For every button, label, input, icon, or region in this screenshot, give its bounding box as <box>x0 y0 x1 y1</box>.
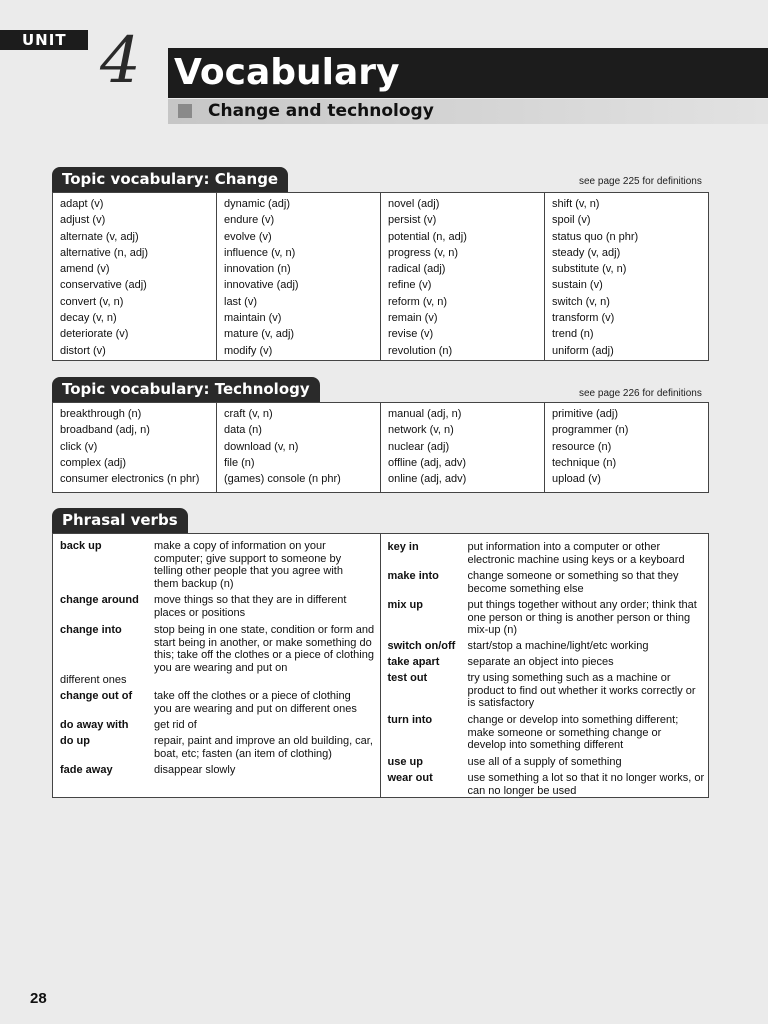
phrasal-verbs-right-column <box>381 534 709 797</box>
vocab-word: transform (v) <box>552 312 615 325</box>
technology-section-heading: Topic vocabulary: Technology <box>52 377 320 402</box>
phrasal-verb-term: test out <box>387 672 428 684</box>
unit-label: UNIT <box>0 30 88 50</box>
vocab-word: technique (n) <box>552 456 617 469</box>
vocab-word: programmer (n) <box>552 424 629 437</box>
vocab-word: novel (adj) <box>388 198 440 210</box>
vocab-word: revolution (n) <box>388 344 453 357</box>
phrasal-verb-term: fade away <box>60 764 113 776</box>
page-subtitle: Change and technology <box>168 99 768 124</box>
vocab-word: nuclear (adj) <box>388 440 450 453</box>
vocab-word: (games) console (n phr) <box>224 473 341 486</box>
vocab-word: revise (v) <box>388 328 434 341</box>
vocab-word: alternative (n, adj) <box>60 246 149 259</box>
vocab-word: file (n) <box>224 456 255 469</box>
vocab-word: shift (v, n) <box>552 198 600 210</box>
phrasal-verb-term: change into <box>60 624 122 636</box>
vocab-word: last (v) <box>224 295 257 308</box>
phrasal-verb-definition: start/stop a machine/light/etc working <box>467 640 649 652</box>
vocab-word: distort (v) <box>60 344 106 357</box>
phrasal-verb-definition: move things so that they are in different places or positions <box>154 594 347 619</box>
vocab-column <box>217 403 381 492</box>
vocab-word: upload (v) <box>552 473 601 486</box>
phrasal-verbs-left-column <box>53 534 381 797</box>
phrasal-verb-term: switch on/off <box>387 640 456 652</box>
phrasal-verb-definition: use something a lot so that it no longer works, or can no longer be used <box>467 772 705 797</box>
phrasal-verb-term: take apart <box>387 656 440 668</box>
vocab-word: sustain (v) <box>552 279 603 292</box>
phrasal-verb-term: different ones <box>60 674 127 686</box>
phrasal-verbs-heading: Phrasal verbs <box>52 508 188 533</box>
change-vocabulary-table <box>52 192 709 361</box>
vocab-word: innovative (adj) <box>224 279 299 292</box>
vocab-word: deteriorate (v) <box>60 328 129 341</box>
page-number: 28 <box>30 990 47 1007</box>
phrasal-verb-term: key in <box>387 541 419 553</box>
vocab-word: reform (v, n) <box>388 295 448 308</box>
phrasal-verb-definition: separate an object into pieces <box>467 656 614 668</box>
phrasal-verb-definition: use all of a supply of something <box>467 756 622 768</box>
phrasal-verb-term: wear out <box>387 772 433 784</box>
vocab-word: remain (v) <box>388 312 438 325</box>
phrasal-verb-term: make into <box>387 570 439 582</box>
technology-vocabulary-table <box>52 402 709 493</box>
vocab-word: download (v, n) <box>224 440 299 453</box>
phrasal-verb-definition: try using something such as a machine or product to find out whether it works correctly or is satisfactory <box>467 672 696 709</box>
vocab-column <box>545 403 708 492</box>
vocab-word: uniform (adj) <box>552 344 614 357</box>
vocab-word: radical (adj) <box>388 263 446 276</box>
vocab-word: adapt (v) <box>60 198 104 210</box>
phrasal-verb-term: mix up <box>387 599 423 611</box>
change-section-heading: Topic vocabulary: Change <box>52 167 288 192</box>
vocab-word: primitive (adj) <box>552 408 619 420</box>
vocab-word: click (v) <box>60 440 98 453</box>
vocab-column <box>381 403 545 492</box>
vocab-word: progress (v, n) <box>388 246 459 259</box>
vocab-word: manual (adj, n) <box>388 408 462 420</box>
vocab-word: data (n) <box>224 424 262 437</box>
vocab-word: consumer electronics (n phr) <box>60 473 200 486</box>
phrasal-verb-term: do up <box>60 735 90 747</box>
vocab-word: influence (v, n) <box>224 246 296 259</box>
vocab-word: steady (v, adj) <box>552 246 621 259</box>
vocab-word: refine (v) <box>388 279 432 292</box>
vocab-word: conservative (adj) <box>60 279 147 292</box>
vocab-column <box>381 193 545 360</box>
vocab-word: network (v, n) <box>388 424 454 437</box>
phrasal-verb-term: turn into <box>387 714 433 726</box>
phrasal-verb-definition: disappear slowly <box>154 764 236 776</box>
vocab-word: broadband (adj, n) <box>60 424 150 437</box>
vocab-word: convert (v, n) <box>60 295 124 308</box>
phrasal-verb-definition: stop being in one state, condition or form and start being in another, or make something do this; take off the clothes or a piece of clothing you are wearing and put on <box>154 624 375 674</box>
vocab-word: offline (adj, adv) <box>388 456 467 469</box>
vocab-word: persist (v) <box>388 214 437 227</box>
vocab-word: status quo (n phr) <box>552 230 639 243</box>
phrasal-verb-term: change out of <box>60 690 133 702</box>
phrasal-verb-definition: get rid of <box>154 719 197 731</box>
vocab-column <box>53 403 217 492</box>
change-definitions-note: see page 225 for definitions <box>579 176 702 187</box>
vocab-word: switch (v, n) <box>552 295 610 308</box>
vocab-word: resource (n) <box>552 440 612 453</box>
vocab-word: amend (v) <box>60 263 110 276</box>
vocab-word: dynamic (adj) <box>224 198 291 210</box>
phrasal-verb-definition: make a copy of information on your computer; give support to someone by telling other people that you agree with them backup (n) <box>154 540 343 590</box>
vocab-word: adjust (v) <box>60 214 106 227</box>
phrasal-verb-term: change around <box>60 594 139 606</box>
phrasal-verb-term: do away with <box>60 719 129 731</box>
page-title: Vocabulary <box>168 48 768 98</box>
vocab-word: potential (n, adj) <box>388 230 467 243</box>
phrasal-verb-term: use up <box>387 756 423 768</box>
vocab-word: breakthrough (n) <box>60 408 142 420</box>
phrasal-verb-definition: take off the clothes or a piece of clothing you are wearing and put on different ones <box>154 690 357 715</box>
phrasal-verb-definition: repair, paint and improve an old building, car, boat, etc; fasten (an item of clothing) <box>154 735 373 760</box>
vocab-word: spoil (v) <box>552 214 591 227</box>
phrasal-verb-definition: put information into a computer or other electronic machine using keys or a keyboard <box>467 541 685 566</box>
phrasal-verb-definition: change someone or something so that they become something else <box>467 570 679 595</box>
phrasal-verb-definition: change or develop into something different; make someone or something change or develop into something different <box>467 714 679 751</box>
technology-definitions-note: see page 226 for definitions <box>579 388 702 399</box>
vocab-word: alternate (v, adj) <box>60 230 139 243</box>
vocab-column <box>545 193 708 360</box>
vocab-word: online (adj, adv) <box>388 473 467 486</box>
phrasal-verbs-table <box>52 533 709 798</box>
vocab-word: mature (v, adj) <box>224 328 295 341</box>
square-bullet-icon <box>178 104 192 118</box>
vocab-word: trend (n) <box>552 328 594 341</box>
phrasal-verb-definition: put things together without any order; think that one person or thing is another person or thing mix-up (n) <box>467 599 697 636</box>
vocab-word: modify (v) <box>224 344 273 357</box>
phrasal-verb-term: back up <box>60 540 102 552</box>
vocab-word: evolve (v) <box>224 230 272 243</box>
vocab-column <box>53 193 217 360</box>
vocab-word: craft (v, n) <box>224 408 273 420</box>
unit-number: 4 <box>100 24 141 98</box>
vocab-word: complex (adj) <box>60 456 127 469</box>
vocab-word: endure (v) <box>224 214 275 227</box>
vocab-word: innovation (n) <box>224 263 291 276</box>
vocab-word: maintain (v) <box>224 312 282 325</box>
vocab-word: decay (v, n) <box>60 312 117 325</box>
vocab-word: substitute (v, n) <box>552 263 627 276</box>
vocab-column <box>217 193 381 360</box>
